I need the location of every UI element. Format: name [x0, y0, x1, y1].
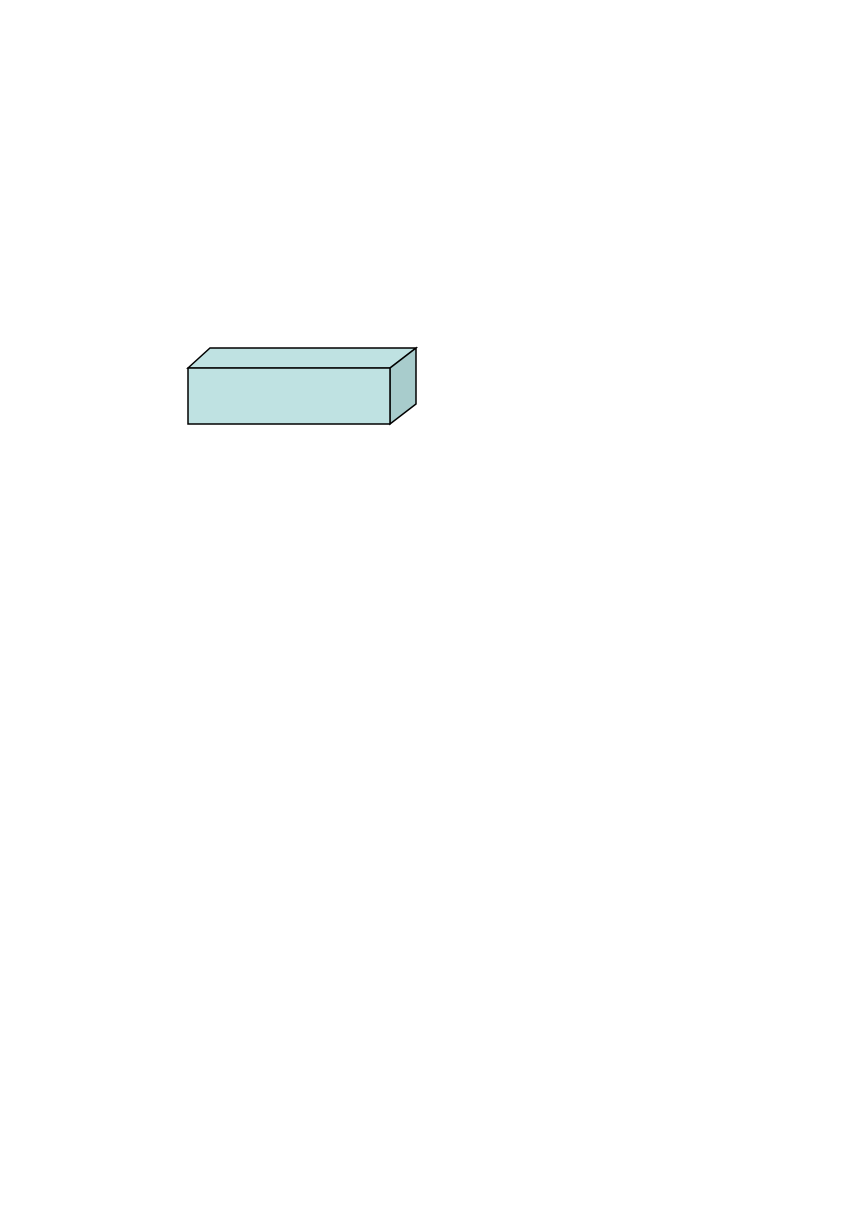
- cuboid-top-face: [188, 348, 416, 368]
- cuboid-front-face: [188, 368, 390, 424]
- cuboid-figure: [186, 346, 418, 428]
